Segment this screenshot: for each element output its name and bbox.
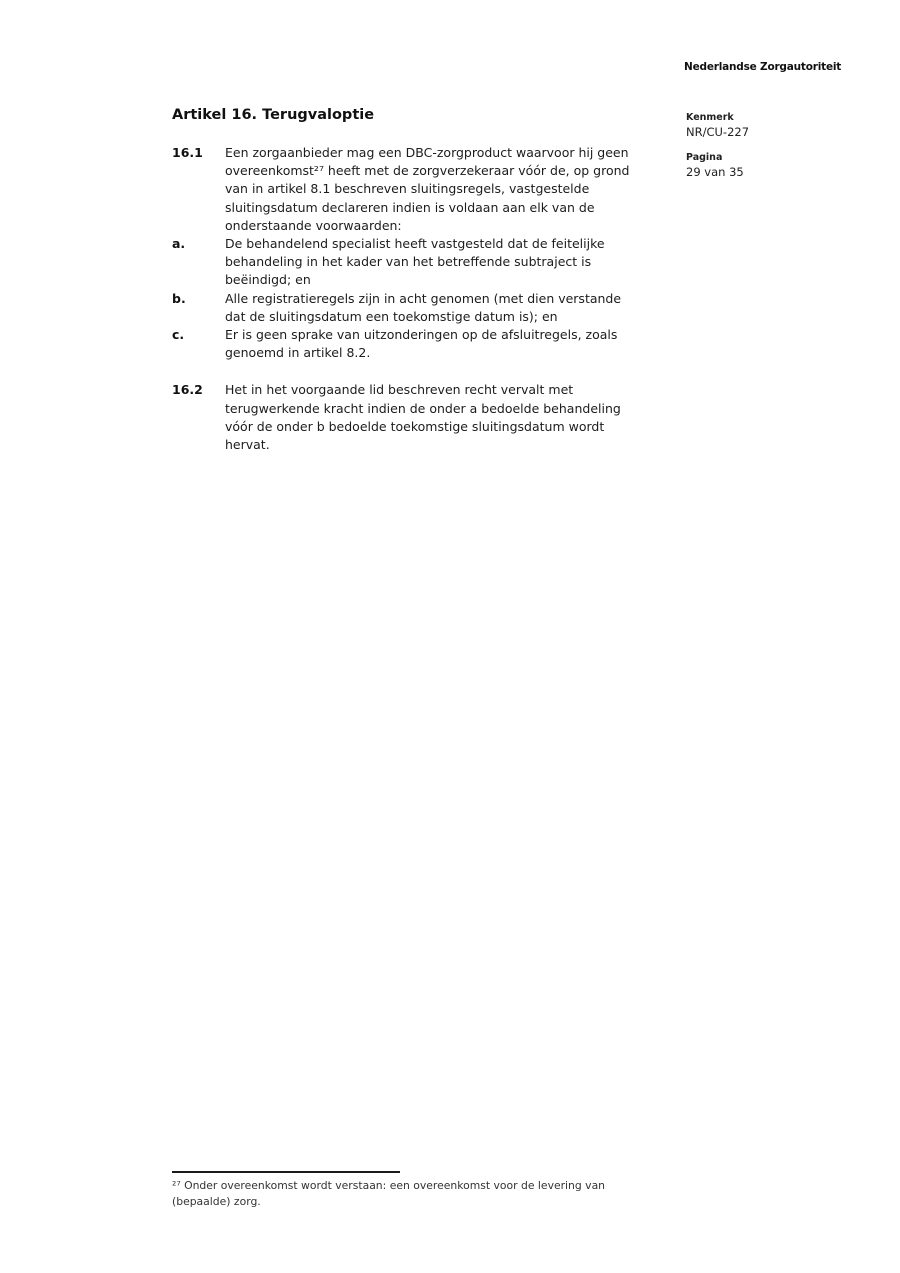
text-line: hervat. (225, 437, 270, 453)
clause-number: 16.2 (172, 382, 203, 398)
sub-item-c (172, 326, 682, 362)
pagina-value: 29 van 35 (686, 165, 744, 179)
sub-item-text (225, 290, 621, 326)
sub-item-a (172, 235, 682, 290)
text-line: overeenkomst²⁷ heeft met de zorgverzekeraar vóór de, op grond (225, 163, 630, 179)
article-body (172, 107, 682, 454)
text-line: (bepaalde) zorg. (172, 1194, 261, 1208)
text-line: behandeling in het kader van het betreffende subtraject is (225, 254, 592, 270)
page-metadata (686, 112, 866, 179)
sub-item-b (172, 290, 682, 326)
clause-text (225, 144, 629, 235)
sub-item-letter: a. (172, 236, 186, 252)
text-line: genoemd in artikel 8.2. (225, 345, 371, 361)
text-line: ²⁷ Onder overeenkomst wordt verstaan: een overeenkomst voor de levering van (172, 1179, 606, 1192)
text-line: vóór de onder b bedoelde toekomstige sluitingsdatum wordt (225, 418, 605, 434)
footnote-text (172, 1178, 682, 1209)
sub-item-letter: b. (172, 290, 186, 306)
sub-item-text (225, 326, 617, 362)
pagina-block (686, 152, 866, 179)
kenmerk-value: NR/CU-227 (686, 125, 750, 139)
text-line: van in artikel 8.1 beschreven sluitingsregels, vastgestelde (225, 181, 590, 197)
kenmerk-label: Kenmerk (686, 112, 734, 123)
text-line: onderstaande voorwaarden: (225, 217, 402, 233)
text-line: De behandelend specialist heeft vastgesteld dat de feitelijke (225, 236, 605, 252)
sub-item-text (225, 235, 605, 290)
text-line: sluitingsdatum declareren indien is voldaan aan elk van de (225, 199, 595, 215)
text-line: Er is geen sprake van uitzonderingen op de afsluitregels, zoals (225, 327, 618, 343)
article-title: Artikel 16. Terugvaloptie (172, 107, 375, 123)
sub-item-letter: c. (172, 327, 185, 343)
text-line: terugwerkende kracht indien de onder a bedoelde behandeling (225, 400, 621, 416)
text-line: dat de sluitingsdatum een toekomstige datum is); en (225, 308, 558, 324)
pagina-label: Pagina (686, 152, 723, 163)
text-line: Een zorgaanbieder mag een DBC-zorgproduct waarvoor hij geen (225, 145, 629, 160)
clause-text (225, 381, 621, 454)
kenmerk-block (686, 112, 866, 139)
clause-16-2 (172, 381, 682, 454)
footnote-divider (172, 1171, 400, 1173)
text-line: Alle registratieregels zijn in acht genomen (met dien verstande (225, 290, 622, 306)
clause-16-1 (172, 144, 682, 235)
text-line: beëindigd; en (225, 272, 311, 288)
paragraph-spacer (172, 362, 682, 381)
org-name: Nederlandse Zorgautoriteit (684, 61, 842, 73)
footnote (172, 1171, 682, 1209)
clause-number: 16.1 (172, 145, 203, 160)
text-line: Het in het voorgaande lid beschreven recht vervalt met (225, 382, 574, 398)
